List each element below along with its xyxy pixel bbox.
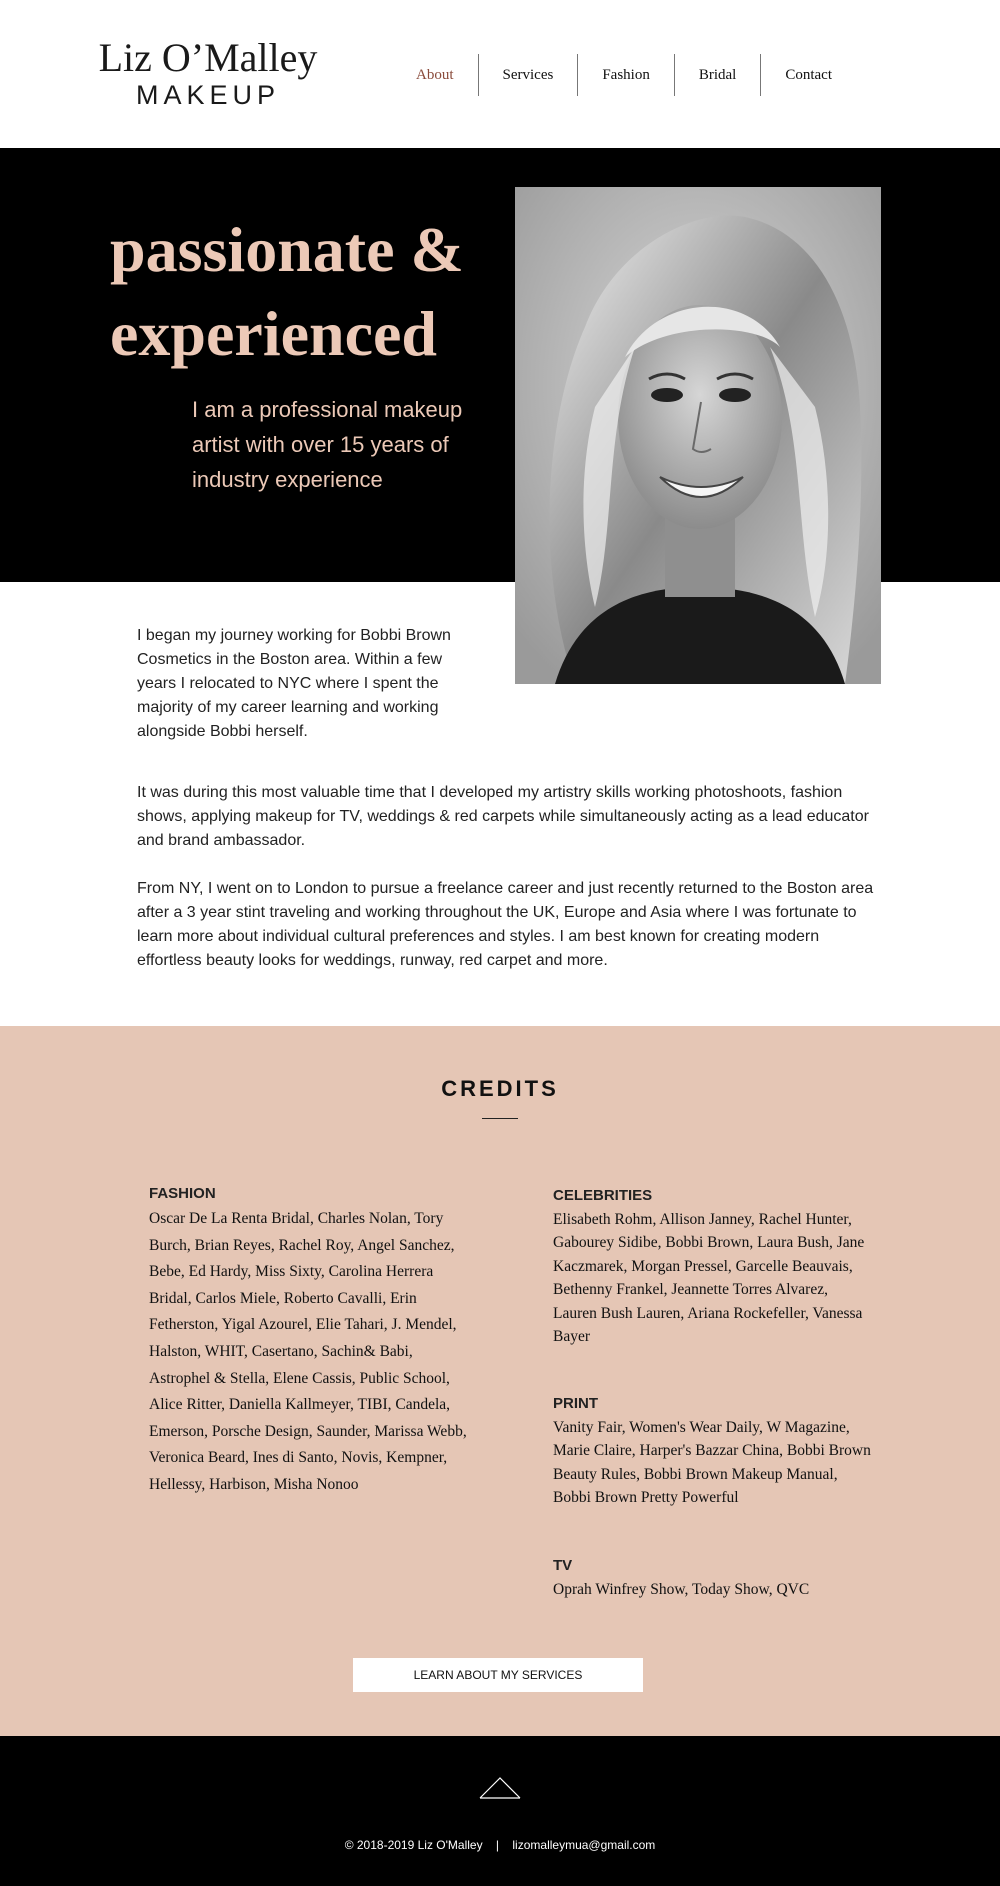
bio-paragraph-2: It was during this most valuable time that I developed my artistry skills working photoshoots, fashion shows, applying makeup for TV, weddings & red carpets while simultaneously acting as a lead educator and brand ambassador. xyxy=(137,784,869,849)
logo-subtitle: MAKEUP xyxy=(135,80,281,110)
main-nav xyxy=(392,54,856,96)
credits-fashion-label: FASHION xyxy=(149,1185,216,1202)
footer-copyright: © 2018-2019 Liz O'Malley xyxy=(344,1838,483,1852)
credits-tv xyxy=(553,1556,873,1601)
credits-print-text: Vanity Fair, Women's Wear Daily, W Magazine, Marie Claire, Harper's Bazzar China, Bobbi Brown Beauty Rules, Bobbi Brown Makeup Manual, Bobbi Brown Pretty Powerful xyxy=(553,1419,871,1507)
logo-name: Liz O’Malley xyxy=(98,35,318,80)
footer-text xyxy=(0,1838,1000,1852)
credits-print xyxy=(553,1394,873,1510)
footer-separator: | xyxy=(495,1838,500,1852)
credits-section xyxy=(0,1026,1000,1736)
credits-celebrities-label: CELEBRITIES xyxy=(553,1187,653,1204)
credits-title: CREDITS xyxy=(441,1076,559,1101)
site-footer xyxy=(0,1736,1000,1886)
credits-celebrities-text: Elisabeth Rohm, Allison Janney, Rachel Hunter, Gabourey Sidibe, Bobbi Brown, Laura Bush, Jane Kaczmarek, Morgan Pressel, Garcelle Beauvais, Bethenny Frankel, Jeannette Torres Alvarez, Lauren Bush Lauren, Ariana Rockefeller, Vanessa Bayer xyxy=(553,1211,865,1346)
credits-tv-text: Oprah Winfrey Show, Today Show, QVC xyxy=(553,1581,810,1598)
hero-title-line2: experienced xyxy=(110,298,437,369)
nav-bridal[interactable]: Bridal xyxy=(698,67,737,83)
nav-contact[interactable]: Contact xyxy=(785,67,832,83)
credits-fashion xyxy=(149,1184,469,1499)
hero-subtitle: I am a professional makeup artist with over 15 years of industry experience xyxy=(192,397,463,492)
site-header xyxy=(0,0,1000,148)
up-arrow-icon[interactable] xyxy=(476,1774,524,1802)
nav-fashion[interactable]: Fashion xyxy=(602,67,650,83)
credits-fashion-text: Oscar De La Renta Bridal, Charles Nolan, Tory Burch, Brian Reyes, Rachel Roy, Angel Sanchez, Bebe, Ed Hardy, Miss Sixty, Carolina Herrera Bridal, Carlos Miele, Roberto Cavalli, Erin Fetherston, Yigal Azourel, Elie Tahari, J. Mendel, Halston, WHIT, Casertano, Sachin& Babi, Astrophel & Stella, Elene Cassis, Public School, Alice Ritter, Daniella Kallmeyer, TIBI, Candela, Emerson, Porsche Design, Saunder, Marissa Webb, Veronica Beard, Ines di Santo, Novis, Kempner, Hellessy, Harbison, Misha Nonoo xyxy=(149,1210,467,1493)
footer-email-link[interactable]: lizomalleymua@gmail.com xyxy=(512,1838,656,1852)
nav-about[interactable]: About xyxy=(416,67,454,83)
bio-paragraph-1: I began my journey working for Bobbi Brown Cosmetics in the Boston area. Within a few years I relocated to NYC where I spent the majority of my career learning and working alongside Bobbi herself. xyxy=(137,627,451,740)
credits-print-label: PRINT xyxy=(553,1395,598,1412)
logo[interactable] xyxy=(98,36,318,110)
hero-title-line1: passionate & xyxy=(110,214,464,285)
hero-title xyxy=(110,208,530,376)
credits-celebrities xyxy=(553,1186,873,1348)
nav-services[interactable]: Services xyxy=(502,67,554,83)
credits-divider xyxy=(482,1118,518,1119)
bio-paragraph-3: From NY, I went on to London to pursue a freelance career and just recently returned to the Boston area after a 3 year stint traveling and working throughout the UK, Europe and Asia where I was fortunate to learn more about individual cultural preferences and styles. I am best known for creating modern effortless beauty looks for weddings, runway, red carpet and more. xyxy=(137,880,874,969)
credits-tv-label: TV xyxy=(553,1557,573,1574)
portrait-photo xyxy=(515,187,881,684)
learn-services-button[interactable]: LEARN ABOUT MY SERVICES xyxy=(353,1658,643,1692)
